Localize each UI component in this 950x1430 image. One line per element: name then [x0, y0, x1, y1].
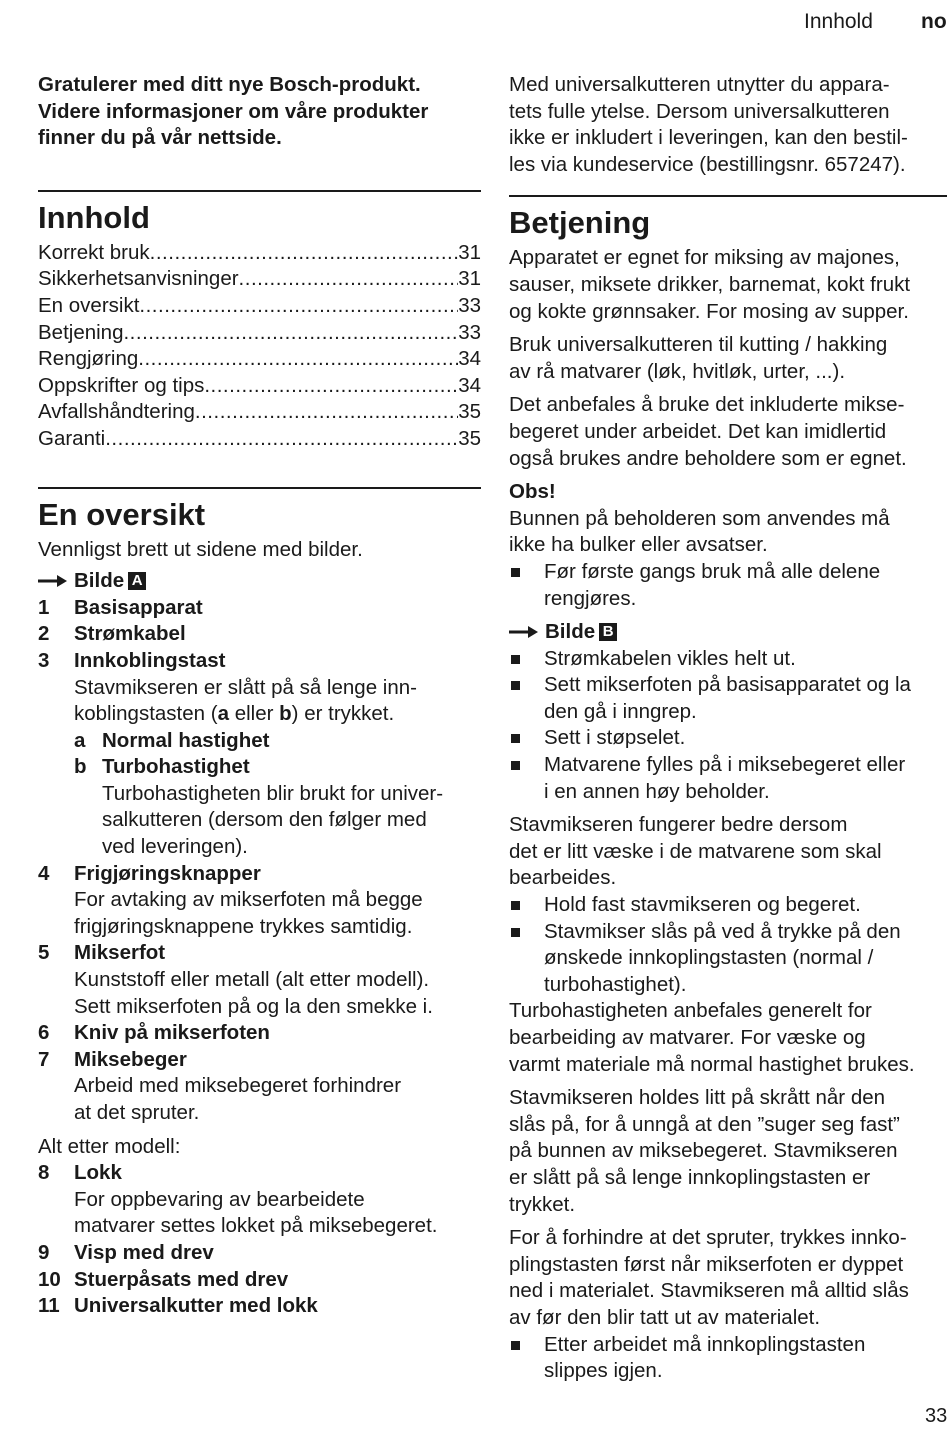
- bullet-item: [509, 752, 947, 805]
- part-number: 7: [38, 1047, 50, 1071]
- square-bullet-icon: [509, 919, 544, 999]
- figure-label: Bilde: [74, 569, 125, 593]
- text-line: ønskede innkoplingstasten (normal /: [544, 946, 874, 970]
- bullet-item: [509, 1332, 947, 1385]
- overview-title: En oversikt: [38, 496, 206, 532]
- text-line: Arbeid med miksebegeret forhindrer: [74, 1074, 402, 1098]
- part-title: Mikserfot: [74, 941, 166, 965]
- text-line: plingstasten først når mikserfoten er dyppet: [509, 1252, 904, 1276]
- toc-entry-page: 31: [458, 267, 481, 291]
- text-span: eller: [229, 702, 280, 726]
- part-title: Kniv på mikserfoten: [74, 1021, 270, 1045]
- bullet-item: [509, 646, 947, 673]
- part-title: Strømkabel: [74, 622, 186, 646]
- text-line: For avtaking av mikserfoten må begge: [74, 888, 423, 912]
- toc-entry[interactable]: [38, 320, 481, 347]
- running-header-section: Innhold: [804, 10, 873, 33]
- toc-leader: [123, 320, 458, 347]
- sub-item-description: [38, 781, 481, 861]
- part-item: [38, 1240, 481, 1267]
- part-description: [38, 675, 481, 728]
- part-number: 6: [38, 1021, 50, 1045]
- part-number: 5: [38, 941, 50, 965]
- operation-paragraph: [509, 245, 947, 325]
- text-line: Etter arbeidet må innkoplingstasten: [544, 1332, 866, 1356]
- running-header-language: no: [921, 10, 947, 33]
- part-number: 10: [38, 1267, 61, 1291]
- toc-leader: [139, 293, 458, 320]
- text-line: [74, 701, 481, 728]
- part-title: Frigjøringsknapper: [74, 861, 261, 885]
- text-line: ved leveringen).: [102, 835, 248, 859]
- text-line: Strømkabelen vikles helt ut.: [544, 646, 796, 670]
- text-line: ikke ha bulker eller avsatser.: [509, 533, 768, 557]
- toc-entry[interactable]: [38, 266, 481, 293]
- part-title: Innkoblingstast: [74, 648, 226, 672]
- right-column: [509, 72, 947, 1385]
- part-description: [38, 1073, 481, 1126]
- figure-reference: [38, 568, 481, 595]
- toc-list: [38, 240, 481, 453]
- text-line: på bunnen av miksebegeret. Stavmikseren: [509, 1139, 898, 1163]
- text-line: Sett mikserfoten på basisapparatet og la: [544, 673, 911, 697]
- text-line: turbohastighet).: [544, 972, 687, 996]
- text-line: Turbohastigheten anbefales generelt for: [509, 999, 872, 1023]
- part-description: [38, 1187, 481, 1240]
- part-number: 1: [38, 595, 50, 619]
- square-bullet-icon: [509, 725, 544, 752]
- part-item: [38, 1293, 481, 1320]
- part-number: 8: [38, 1161, 50, 1185]
- part-item: [38, 861, 481, 888]
- part-item: [38, 1267, 481, 1294]
- toc-entry-label: Rengjøring: [38, 347, 139, 371]
- sub-item: [38, 728, 481, 755]
- square-bullet-icon: [509, 559, 544, 612]
- page-number: 33: [925, 1405, 948, 1427]
- text-line: Det anbefales å bruke det inkluderte mikse-: [509, 393, 905, 417]
- part-number: 2: [38, 622, 50, 646]
- text-line: Stavmikseren holdes litt på skrått når den: [509, 1086, 886, 1110]
- text-line: Bruk universalkutteren til kutting / hakking: [509, 333, 888, 357]
- text-line: ned i materialet. Stavmikseren må alltid slås: [509, 1279, 909, 1303]
- text-line: bearbeides.: [509, 866, 617, 890]
- part-number: 11: [38, 1294, 60, 1318]
- operation-paragraph: [509, 1085, 947, 1218]
- text-line: den gå i inngrep.: [544, 699, 697, 723]
- operation-paragraph: [509, 392, 947, 472]
- section-rule: [38, 487, 481, 489]
- bullet-item: [509, 559, 947, 612]
- toc-entry[interactable]: [38, 293, 481, 320]
- toc-entry-page: 34: [458, 373, 481, 397]
- toc-entry-page: 35: [458, 426, 481, 450]
- text-line: frigjøringsknappene trykkes samtidig.: [74, 914, 413, 938]
- text-line: For å forhindre at det spruter, trykkes innko-: [509, 1226, 907, 1250]
- text-line: ikke er inkludert i leveringen, kan den bestil-: [509, 126, 908, 150]
- part-item: [38, 940, 481, 967]
- part-description: [38, 887, 481, 940]
- toc-entry-page: 34: [458, 347, 481, 371]
- part-title: Miksebeger: [74, 1047, 187, 1071]
- square-bullet-icon: [509, 646, 544, 673]
- text-line: Hold fast stavmikseren og begeret.: [544, 893, 861, 917]
- sub-item-letter: b: [74, 755, 87, 779]
- text-line: matvarer settes lokket på miksebegeret.: [74, 1214, 438, 1238]
- toc-entry-label: En oversikt: [38, 293, 140, 317]
- text-line: av rå matvarer (løk, hvitløk, urter, ...).: [509, 359, 846, 383]
- toc-entry-page: 35: [458, 400, 481, 424]
- toc-entry-page: 33: [458, 320, 481, 344]
- toc-title: Innhold: [38, 199, 150, 235]
- toc-leader: [150, 240, 459, 267]
- text-line: er slått på så lenge innkoplingstasten er: [509, 1165, 871, 1189]
- part-item: [38, 1020, 481, 1047]
- intro-text: Gratulerer med ditt nye Bosch-produkt. Videre informasjoner om våre produkter finner du på vår nettside.: [38, 73, 429, 150]
- part-title: Basisapparat: [74, 595, 203, 619]
- text-line: Sett mikserfoten på og la den smekke i.: [74, 994, 433, 1018]
- text-line: det er litt væske i de matvarene som skal: [509, 839, 882, 863]
- text-line: sauser, miksete drikker, barnemat, kokt frukt: [509, 272, 911, 296]
- text-line: i en annen høy beholder.: [544, 779, 770, 803]
- square-bullet-icon: [509, 672, 544, 725]
- text-line: Stavmikseren er slått på så lenge inn-: [74, 675, 417, 699]
- part-number: 9: [38, 1240, 50, 1264]
- text-line: Matvarene fylles på i miksebegeret eller: [544, 753, 906, 777]
- text-line: begeret under arbeidet. Det kan imidlertid: [509, 419, 887, 443]
- square-bullet-icon: [509, 752, 544, 805]
- toc-entry[interactable]: [38, 426, 481, 453]
- universal-cutter-paragraph: [509, 72, 947, 178]
- figure-reference: [509, 619, 947, 646]
- left-column: [38, 72, 481, 1320]
- text-line: slås på, for å unngå at den ”suger seg fast”: [509, 1112, 900, 1136]
- caution-text: [509, 506, 947, 559]
- arrow-right-icon: [38, 573, 74, 589]
- bullet-item: [509, 892, 947, 919]
- part-number: 4: [38, 861, 50, 885]
- text-line: les via kundeservice (bestillingsnr. 657247).: [509, 152, 906, 176]
- toc-entry-label: Korrekt bruk: [38, 240, 150, 264]
- caution-label: Obs!: [509, 480, 556, 504]
- operation-title: Betjening: [509, 205, 651, 241]
- text-line: slippes igjen.: [544, 1359, 663, 1383]
- toc-entry[interactable]: [38, 346, 481, 373]
- operation-paragraph: [509, 1225, 947, 1331]
- figure-letter-badge: B: [599, 623, 617, 641]
- text-line: av før den blir tatt ut av materialet.: [509, 1305, 821, 1329]
- part-item: [38, 1047, 481, 1074]
- part-description: [38, 967, 481, 1020]
- text-span: koblingstasten (: [74, 702, 218, 726]
- overview-intro: Vennligst brett ut sidene med bilder.: [38, 537, 363, 561]
- toc-entry[interactable]: [38, 399, 481, 426]
- part-item: [38, 595, 481, 622]
- text-line: Stavmikser slås på ved å trykke på den: [544, 919, 901, 943]
- toc-leader: [239, 266, 459, 293]
- arrow-right-icon: [509, 624, 545, 640]
- bullet-item: [509, 919, 947, 999]
- toc-entry-label: Avfallshåndtering: [38, 400, 195, 424]
- figure-label: Bilde: [545, 620, 596, 644]
- text-line: at det spruter.: [74, 1101, 200, 1124]
- text-line: salkutteren (dersom den følger med: [102, 808, 427, 832]
- text-line: Turbohastigheten blir brukt for univer-: [102, 781, 444, 805]
- toc-entry-page: 33: [458, 293, 481, 317]
- text-line: Apparatet er egnet for miksing av majones,: [509, 246, 900, 270]
- text-line: bearbeiding av matvarer. For væske og: [509, 1026, 866, 1049]
- text-line: Bunnen på beholderen som anvendes må: [509, 506, 890, 530]
- text-line: Stavmikseren fungerer bedre dersom: [509, 813, 848, 837]
- text-line: Kunststoff eller metall (alt etter modell).: [74, 968, 430, 992]
- toc-leader: [105, 426, 458, 453]
- part-number: 3: [38, 648, 50, 672]
- part-item: [38, 648, 481, 675]
- operation-paragraph: [509, 998, 947, 1078]
- section-rule: [38, 190, 481, 192]
- text-line: Før første gangs bruk må alle delene: [544, 559, 881, 583]
- part-title: Universalkutter med lokk: [74, 1294, 318, 1318]
- part-item: [38, 1160, 481, 1187]
- toc-leader: [138, 346, 458, 373]
- square-bullet-icon: [509, 892, 544, 919]
- figure-letter-badge: A: [128, 572, 146, 590]
- section-rule: [509, 195, 947, 197]
- text-line: varmt materiale må normal hastighet brukes.: [509, 1052, 915, 1076]
- sub-item: [38, 754, 481, 781]
- toc-entry-label: Oppskrifter og tips: [38, 373, 205, 397]
- toc-entry-label: Sikkerhetsanvisninger: [38, 267, 239, 291]
- model-note: Alt etter modell:: [38, 1134, 181, 1158]
- toc-entry[interactable]: [38, 240, 481, 267]
- toc-entry-label: Betjening: [38, 320, 124, 344]
- sub-item-title: Normal hastighet: [102, 728, 270, 752]
- text-line: trykket.: [509, 1192, 576, 1216]
- sub-item-letter: a: [74, 728, 86, 752]
- text-line: Sett i støpselet.: [544, 726, 686, 750]
- part-title: Visp med drev: [74, 1240, 214, 1264]
- text-line: For oppbevaring av bearbeidete: [74, 1187, 365, 1211]
- text-line: også brukes andre beholdere som er egnet.: [509, 446, 907, 470]
- part-item: [38, 621, 481, 648]
- text-span-bold: a: [217, 702, 229, 726]
- bullet-item: [509, 672, 947, 725]
- square-bullet-icon: [509, 1332, 544, 1385]
- part-title: Stuerpåsats med drev: [74, 1267, 289, 1291]
- sub-item-title: Turbohastighet: [102, 755, 250, 779]
- text-line: tets fulle ytelse. Dersom universalkutteren: [509, 99, 890, 123]
- toc-leader: [195, 399, 458, 426]
- text-span: ) er trykket.: [291, 702, 395, 726]
- toc-entry-label: Garanti: [38, 426, 106, 450]
- toc-leader: [204, 373, 458, 400]
- text-line: Med universalkutteren utnytter du appara-: [509, 73, 890, 96]
- text-line: rengjøres.: [544, 586, 637, 610]
- bullet-item: [509, 725, 947, 752]
- operation-paragraph: [509, 332, 947, 385]
- toc-entry[interactable]: [38, 373, 481, 400]
- toc-entry-page: 31: [458, 240, 481, 264]
- part-title: Lokk: [74, 1161, 122, 1185]
- text-line: og kokte grønnsaker. For mosing av supper.: [509, 299, 909, 323]
- operation-paragraph: [509, 812, 947, 892]
- text-span-bold: b: [279, 702, 292, 726]
